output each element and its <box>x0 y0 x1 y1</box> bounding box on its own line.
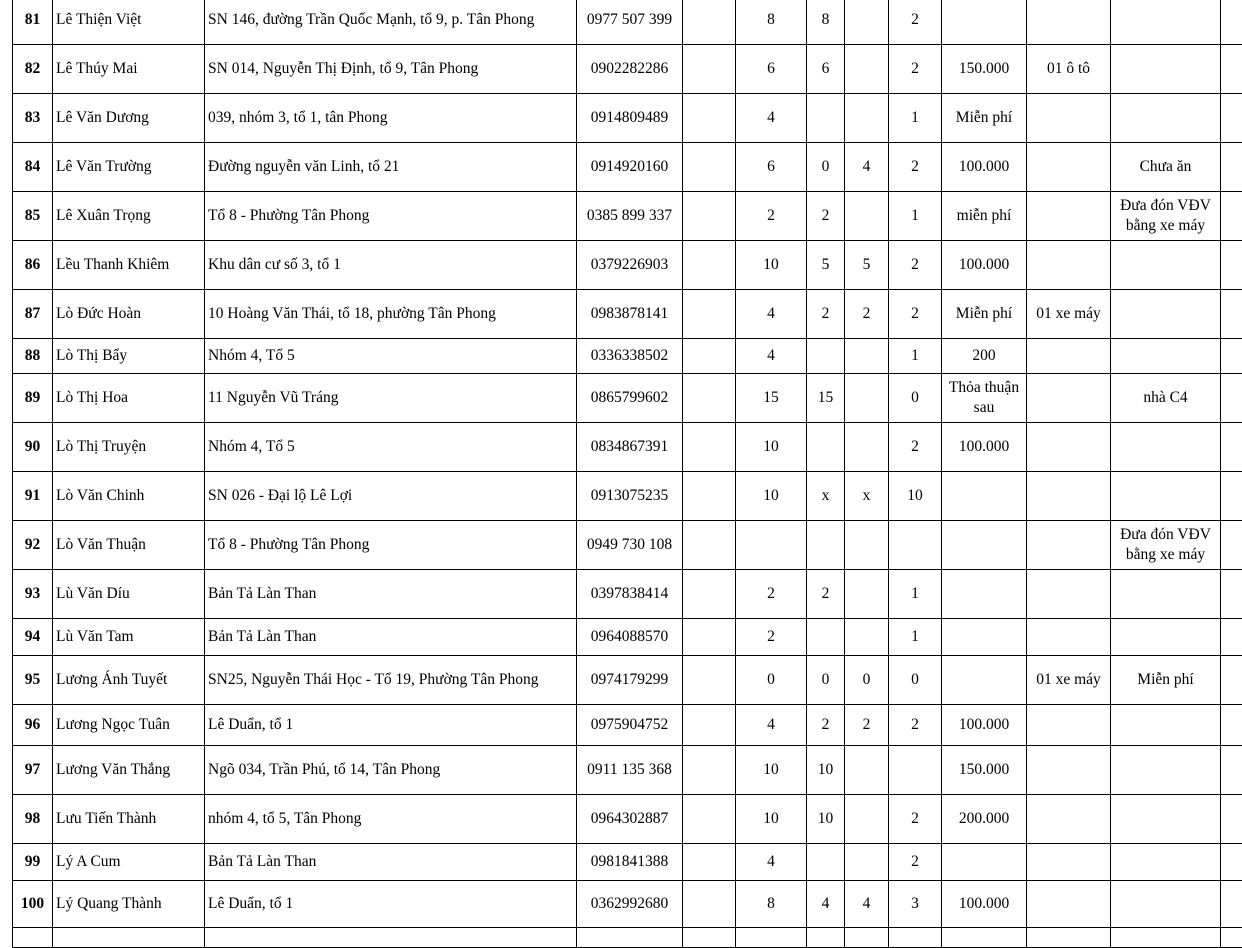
cell-col8 <box>845 423 889 472</box>
cell-col9: 1 <box>889 192 942 241</box>
cell-fee: 200.000 <box>942 795 1027 844</box>
gridline-extension <box>1220 142 1242 143</box>
cell-phone: 0913075235 <box>577 472 683 521</box>
table-row <box>13 656 1221 705</box>
cell-col7: 6 <box>807 45 845 94</box>
cell-col5 <box>683 619 736 656</box>
cell-col9: 2 <box>889 45 942 94</box>
cell-fee: Thỏa thuận sau <box>942 374 1027 423</box>
cell-name: Lương Ngọc Tuân <box>53 705 205 746</box>
cell-phone: 0397838414 <box>577 570 683 619</box>
cell-col9: 1 <box>889 619 942 656</box>
gridline-extension <box>1220 373 1242 374</box>
gridline-extension <box>1220 927 1242 928</box>
cell-col5 <box>683 881 736 928</box>
cell-col8 <box>845 374 889 423</box>
cell-phone: 0914920160 <box>577 143 683 192</box>
cell-vehicle <box>1027 795 1111 844</box>
cell-address: Bản Tả Làn Than <box>205 619 577 656</box>
cell-col5 <box>683 570 736 619</box>
cell-note <box>1111 0 1221 45</box>
cell-name: Lê Văn Trường <box>53 143 205 192</box>
cell-name: Lý Quang Thành <box>53 881 205 928</box>
cell-note <box>1111 746 1221 795</box>
cell-col9: 2 <box>889 143 942 192</box>
cell-address: 039, nhóm 3, tổ 1, tân Phong <box>205 94 577 143</box>
table-row <box>13 746 1221 795</box>
cell-col6: 4 <box>736 339 807 374</box>
cell-stt: 89 <box>13 374 53 423</box>
cell-phone: 0983878141 <box>577 290 683 339</box>
cell-col7: x <box>807 472 845 521</box>
cell-fee: Miễn phí <box>942 94 1027 143</box>
cell-stt: 95 <box>13 656 53 705</box>
cell-col9 <box>889 746 942 795</box>
table-row <box>13 45 1221 94</box>
cell-col7: 2 <box>807 290 845 339</box>
cell-col8 <box>845 570 889 619</box>
cell-col9: 0 <box>889 656 942 705</box>
cell-col7: 15 <box>807 374 845 423</box>
cell-stt: 88 <box>13 339 53 374</box>
cell-address: Tổ 8 - Phường Tân Phong <box>205 192 577 241</box>
cell-note: nhà C4 <box>1111 374 1221 423</box>
cell-phone: 0902282286 <box>577 45 683 94</box>
cell-note <box>1111 472 1221 521</box>
cell-col5 <box>683 192 736 241</box>
cell-col8 <box>845 192 889 241</box>
cell-phone: 0379226903 <box>577 241 683 290</box>
table-row <box>13 241 1221 290</box>
cell-col6: 6 <box>736 143 807 192</box>
gridline-extension <box>1220 618 1242 619</box>
cell-col9: 2 <box>889 241 942 290</box>
gridline-extension <box>1220 704 1242 705</box>
cell-note <box>1111 795 1221 844</box>
table-row <box>13 570 1221 619</box>
table-row <box>13 192 1221 241</box>
cell-col8 <box>845 0 889 45</box>
cell-col9: 2 <box>889 290 942 339</box>
cell-name: Lương Ánh Tuyết <box>53 656 205 705</box>
cell-name: Lương Văn Thắng <box>53 746 205 795</box>
cell-phone: 0914809489 <box>577 94 683 143</box>
cell-vehicle: 01 xe máy <box>1027 656 1111 705</box>
cell-vehicle <box>1027 374 1111 423</box>
cell-col6: 8 <box>736 0 807 45</box>
cell-col7: 2 <box>807 570 845 619</box>
gridline-extension <box>1220 520 1242 521</box>
cell-vehicle <box>1027 705 1111 746</box>
cell-phone: 0981841388 <box>577 844 683 881</box>
table-row <box>13 795 1221 844</box>
cell-name: Lý A Cum <box>53 844 205 881</box>
cell-col5 <box>683 290 736 339</box>
cell-name: Lò Thị Truyện <box>53 423 205 472</box>
cell-col6: 8 <box>736 881 807 928</box>
cell-address: Lê Duẩn, tổ 1 <box>205 705 577 746</box>
cell-col6: 6 <box>736 45 807 94</box>
cell-col7: 10 <box>807 795 845 844</box>
gridline-extension <box>1220 947 1242 948</box>
cell-fee <box>942 0 1027 45</box>
cell-col6: 4 <box>736 705 807 746</box>
cell-name: Lù Văn Díu <box>53 570 205 619</box>
cell-address: SN25, Nguyễn Thái Học - Tổ 19, Phường Tân Phong <box>205 656 577 705</box>
cell-stt: 82 <box>13 45 53 94</box>
gridline-extension <box>1220 240 1242 241</box>
cell-col5 <box>683 374 736 423</box>
cell-fee: 150.000 <box>942 45 1027 94</box>
cell-address: Ngõ 034, Trần Phú, tổ 14, Tân Phong <box>205 746 577 795</box>
gridline-extension <box>1220 44 1242 45</box>
cell-stt: 100 <box>13 881 53 928</box>
cell-name: Lê Thiện Việt <box>53 0 205 45</box>
cell-col7: 0 <box>807 656 845 705</box>
cell-fee: 100.000 <box>942 143 1027 192</box>
cell-col8 <box>845 45 889 94</box>
cell-col8: x <box>845 472 889 521</box>
cell-address: Nhóm 4, Tổ 5 <box>205 339 577 374</box>
cell-phone: 0975904752 <box>577 705 683 746</box>
table-row <box>13 143 1221 192</box>
cell-phone: 0949 730 108 <box>577 521 683 570</box>
cell-address: SN 146, đường Trần Quốc Mạnh, tổ 9, p. Tân Phong <box>205 0 577 45</box>
cell-address: Bản Tả Làn Than <box>205 570 577 619</box>
cell-fee: 100.000 <box>942 881 1027 928</box>
cell-col6: 2 <box>736 192 807 241</box>
cell-stt: 94 <box>13 619 53 656</box>
cell-col6: 10 <box>736 472 807 521</box>
cell-col7: 4 <box>807 881 845 928</box>
table-row <box>13 339 1221 374</box>
table-row <box>13 705 1221 746</box>
cell-fee <box>942 521 1027 570</box>
cell-vehicle <box>1027 423 1111 472</box>
cell-col6: 10 <box>736 423 807 472</box>
cell-col8: 0 <box>845 656 889 705</box>
cell-col5 <box>683 241 736 290</box>
cell-vehicle <box>1027 881 1111 928</box>
cell-col9: 1 <box>889 570 942 619</box>
cell-col9 <box>889 521 942 570</box>
cell-stt: 97 <box>13 746 53 795</box>
cell-name: Lò Thị Bẩy <box>53 339 205 374</box>
cell-col7 <box>807 844 845 881</box>
cell-note <box>1111 705 1221 746</box>
cell-address: 11 Nguyễn Vũ Tráng <box>205 374 577 423</box>
cell-name: Lê Xuân Trọng <box>53 192 205 241</box>
cell-col9: 1 <box>889 94 942 143</box>
cell-col5 <box>683 423 736 472</box>
cell-note <box>1111 570 1221 619</box>
cell-fee <box>942 844 1027 881</box>
cell-col6: 4 <box>736 844 807 881</box>
cell-fee: 100.000 <box>942 241 1027 290</box>
cell-address: Nhóm 4, Tổ 5 <box>205 423 577 472</box>
cell-col8 <box>845 795 889 844</box>
cell-note <box>1111 339 1221 374</box>
cell-vehicle <box>1027 143 1111 192</box>
table-row <box>13 844 1221 881</box>
cell-name: Lò Văn Chinh <box>53 472 205 521</box>
cell-col5 <box>683 339 736 374</box>
cell-col7: 8 <box>807 0 845 45</box>
cell-fee: Miễn phí <box>942 290 1027 339</box>
cell-stt: 87 <box>13 290 53 339</box>
cell-note <box>1111 94 1221 143</box>
cell-col5 <box>683 521 736 570</box>
cell-col7: 10 <box>807 746 845 795</box>
table-row <box>13 290 1221 339</box>
cell-note: Đưa đón VĐV bằng xe máy <box>1111 521 1221 570</box>
cell-vehicle <box>1027 746 1111 795</box>
cell-col6: 2 <box>736 619 807 656</box>
cell-name: Lê Thúy Mai <box>53 45 205 94</box>
cell-stt: 96 <box>13 705 53 746</box>
cell-fee <box>942 656 1027 705</box>
cell-vehicle <box>1027 94 1111 143</box>
cell-col5 <box>683 795 736 844</box>
gridline-extension <box>1220 745 1242 746</box>
cell-fee <box>942 570 1027 619</box>
cell-note <box>1111 619 1221 656</box>
cell-phone: 0834867391 <box>577 423 683 472</box>
cell-stt: 91 <box>13 472 53 521</box>
cell-stt: 85 <box>13 192 53 241</box>
cell-phone: 0911 135 368 <box>577 746 683 795</box>
cell-col9: 0 <box>889 374 942 423</box>
cell-note <box>1111 290 1221 339</box>
cell-col5 <box>683 472 736 521</box>
cell-col6: 0 <box>736 656 807 705</box>
gridline-extension <box>1220 93 1242 94</box>
gridline-extension <box>1220 880 1242 881</box>
cell-col8: 2 <box>845 290 889 339</box>
cell-col7: 2 <box>807 705 845 746</box>
cell-vehicle <box>1027 570 1111 619</box>
cell-col8 <box>845 94 889 143</box>
cell-col8 <box>845 844 889 881</box>
cell-phone: 0362992680 <box>577 881 683 928</box>
cell-stt: 99 <box>13 844 53 881</box>
cell-col6: 4 <box>736 94 807 143</box>
cell-col5 <box>683 0 736 45</box>
cell-col8: 2 <box>845 705 889 746</box>
cell-vehicle <box>1027 844 1111 881</box>
gridline-extension <box>1220 289 1242 290</box>
cell-name: Lò Thị Hoa <box>53 374 205 423</box>
cell-name: Lò Văn Thuận <box>53 521 205 570</box>
cell-address: Đường nguyễn văn Linh, tổ 21 <box>205 143 577 192</box>
cell-note <box>1111 423 1221 472</box>
cell-vehicle <box>1027 339 1111 374</box>
cell-col7 <box>807 423 845 472</box>
table-row <box>13 0 1221 45</box>
cell-col6: 15 <box>736 374 807 423</box>
cell-fee <box>942 619 1027 656</box>
gridline-extension <box>1220 338 1242 339</box>
cell-vehicle: 01 ô tô <box>1027 45 1111 94</box>
cell-col8 <box>845 619 889 656</box>
cell-vehicle <box>1027 241 1111 290</box>
cell-col6: 4 <box>736 290 807 339</box>
cell-name: Lò Đức Hoàn <box>53 290 205 339</box>
cell-address: Lê Duẩn, tổ 1 <box>205 881 577 928</box>
cell-col5 <box>683 143 736 192</box>
table-row <box>13 423 1221 472</box>
gridline-extension <box>1220 471 1242 472</box>
cell-phone: 0974179299 <box>577 656 683 705</box>
cell-col7: 5 <box>807 241 845 290</box>
table-row <box>13 94 1221 143</box>
cell-phone: 0865799602 <box>577 374 683 423</box>
cell-phone: 0977 507 399 <box>577 0 683 45</box>
cell-col6: 2 <box>736 570 807 619</box>
cell-col8: 4 <box>845 881 889 928</box>
table-row <box>13 881 1221 928</box>
gridline-extension <box>1220 655 1242 656</box>
cell-col8 <box>845 746 889 795</box>
cell-stt: 90 <box>13 423 53 472</box>
cell-vehicle <box>1027 521 1111 570</box>
cell-stt: 93 <box>13 570 53 619</box>
cell-col5 <box>683 844 736 881</box>
cell-phone: 0385 899 337 <box>577 192 683 241</box>
cell-col8: 5 <box>845 241 889 290</box>
cell-stt: 86 <box>13 241 53 290</box>
cell-vehicle: 01 xe máy <box>1027 290 1111 339</box>
cell-fee: 100.000 <box>942 423 1027 472</box>
table-row <box>13 374 1221 423</box>
cell-col9: 10 <box>889 472 942 521</box>
cell-phone: 0336338502 <box>577 339 683 374</box>
cell-fee: 150.000 <box>942 746 1027 795</box>
cell-note <box>1111 881 1221 928</box>
cell-fee: miễn phí <box>942 192 1027 241</box>
gridline-extension <box>1220 191 1242 192</box>
cell-stt: 83 <box>13 94 53 143</box>
gridline-extension <box>1220 843 1242 844</box>
cell-col6: 10 <box>736 746 807 795</box>
cell-stt: 98 <box>13 795 53 844</box>
cell-vehicle <box>1027 619 1111 656</box>
cell-address: nhóm 4, tổ 5, Tân Phong <box>205 795 577 844</box>
cell-col5 <box>683 656 736 705</box>
cell-col7 <box>807 619 845 656</box>
cell-stt: 81 <box>13 0 53 45</box>
cell-name: Lưu Tiến Thành <box>53 795 205 844</box>
cell-note <box>1111 45 1221 94</box>
cell-col8 <box>845 339 889 374</box>
cell-name: Lều Thanh Khiêm <box>53 241 205 290</box>
cell-note: Chưa ăn <box>1111 143 1221 192</box>
cell-col6 <box>736 521 807 570</box>
cell-stt: 84 <box>13 143 53 192</box>
cell-name: Lù Văn Tam <box>53 619 205 656</box>
cell-note <box>1111 241 1221 290</box>
cell-phone: 0964088570 <box>577 619 683 656</box>
cell-col9: 3 <box>889 881 942 928</box>
cell-address: Tổ 8 - Phường Tân Phong <box>205 521 577 570</box>
cell-col9: 2 <box>889 423 942 472</box>
cell-note: Miễn phí <box>1111 656 1221 705</box>
gridline-extension <box>1220 569 1242 570</box>
cell-col5 <box>683 94 736 143</box>
cell-col9: 2 <box>889 795 942 844</box>
cell-name: Lê Văn Dương <box>53 94 205 143</box>
gridline-extension <box>1220 794 1242 795</box>
cell-col9: 2 <box>889 0 942 45</box>
cell-col8 <box>845 521 889 570</box>
cell-vehicle <box>1027 472 1111 521</box>
cell-col7: 0 <box>807 143 845 192</box>
cell-col5 <box>683 746 736 795</box>
cell-col7 <box>807 339 845 374</box>
cell-address: Khu dân cư số 3, tổ 1 <box>205 241 577 290</box>
cell-address: Bản Tả Làn Than <box>205 844 577 881</box>
cell-note <box>1111 844 1221 881</box>
cell-phone: 0964302887 <box>577 795 683 844</box>
cell-col6: 10 <box>736 795 807 844</box>
cell-address: SN 014, Nguyễn Thị Định, tổ 9, Tân Phong <box>205 45 577 94</box>
table-row <box>13 619 1221 656</box>
cell-col6: 10 <box>736 241 807 290</box>
cell-col9: 2 <box>889 705 942 746</box>
cell-address: 10 Hoàng Văn Thái, tổ 18, phường Tân Phong <box>205 290 577 339</box>
cell-fee <box>942 472 1027 521</box>
cell-fee: 200 <box>942 339 1027 374</box>
cell-note: Đưa đón VĐV bằng xe máy <box>1111 192 1221 241</box>
cell-fee: 100.000 <box>942 705 1027 746</box>
cell-address: SN 026 - Đại lộ Lê Lợi <box>205 472 577 521</box>
cell-stt: 92 <box>13 521 53 570</box>
cell-vehicle <box>1027 192 1111 241</box>
table-row <box>13 472 1221 521</box>
cell-col8: 4 <box>845 143 889 192</box>
table-row <box>13 521 1221 570</box>
cell-col5 <box>683 45 736 94</box>
gridline-extension <box>1220 422 1242 423</box>
cell-col7 <box>807 94 845 143</box>
cell-col7: 2 <box>807 192 845 241</box>
cell-col7 <box>807 521 845 570</box>
cell-col9: 2 <box>889 844 942 881</box>
cell-col9: 1 <box>889 339 942 374</box>
cell-col5 <box>683 705 736 746</box>
cell-vehicle <box>1027 0 1111 45</box>
registry-table <box>12 0 1221 948</box>
